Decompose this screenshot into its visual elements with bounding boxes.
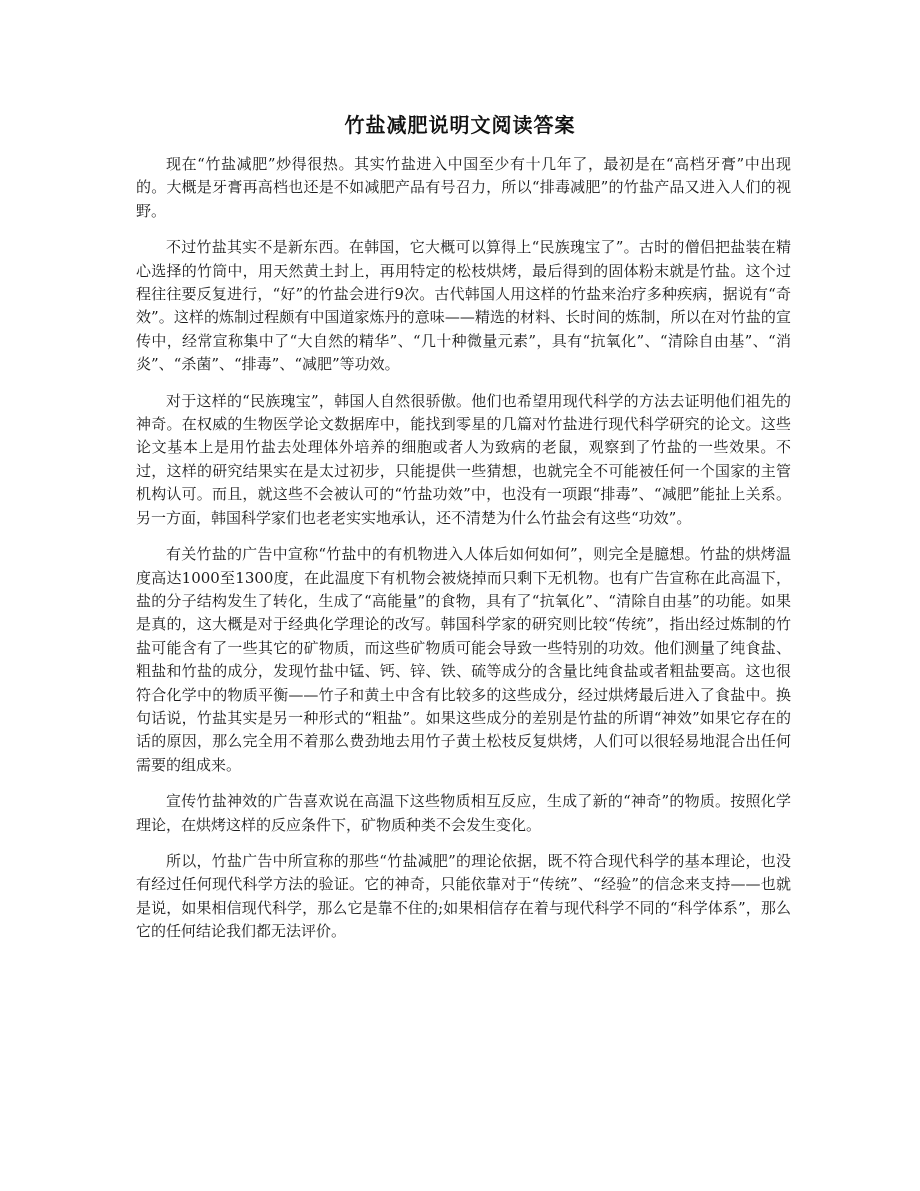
paragraph-6: 所以，竹盐广告中所宣称的那些“竹盐减肥”的理论依据，既不符合现代科学的基本理论，也没有经过任何现代科学方法的验证。它的神奇，只能依靠对于“传统”、“经验”的信念来支持——也就是说，如果相信现代科学，那么它是靠不住的;如果相信存在着与现代科学不同的“科学体系”，那么它的任何结论我们都无法评价。 <box>136 851 791 941</box>
document-title: 竹盐减肥说明文阅读答案 <box>344 113 576 137</box>
paragraph-5: 宣传竹盐神效的广告喜欢说在高温下这些物质相互反应，生成了新的“神奇”的物质。按照化学理论，在烘烤这样的反应条件下，矿物质种类不会发生变化。 <box>136 792 791 834</box>
document-body <box>136 153 791 957</box>
paragraph-3: 对于这样的“民族瑰宝”，韩国人自然很骄傲。他们也希望用现代科学的方法去证明他们祖先的神奇。在权威的生物医学论文数据库中，能找到零星的几篇对竹盐进行现代科学研究的论文。这些论文基本上是用竹盐去处理体外培养的细胞或者人为致病的老鼠，观察到了竹盐的一些效果。不过，这样的研究结果实在是太过初步，只能提供一些猜想，也就完全不可能被任何一个国家的主管机构认可。而且，就这些不会被认可的“竹盐功效”中，也没有一项跟“排毒”、“减肥”能扯上关系。另一方面，韩国科学家们也老老实实地承认，还不清楚为什么竹盐会有这些“功效”。 <box>136 391 791 527</box>
paragraph-4: 有关竹盐的广告中宣称“竹盐中的有机物进入人体后如何如何”，则完全是臆想。竹盐的烘烤温度高达1000至1300度，在此温度下有机物会被烧掉而只剩下无机物。也有广告宣称在此高温下，盐的分子结构发生了转化，生成了“高能量”的食物，具有了“抗氧化”、“清除自由基”的功能。如果是真的，这大概是对于经典化学理论的改写。韩国科学家的研究则比较“传统”，指出经过炼制的竹盐可能含有了一些其它的矿物质，而这些矿物质可能会导致一些特别的功效。他们测量了纯食盐、粗盐和竹盐的成分，发现竹盐中锰、钙、锌、铁、硫等成分的含量比纯食盐或者粗盐要高。这也很符合化学中的物质平衡——竹子和黄土中含有比较多的这些成分，经过烘烤最后进入了食盐中。换句话说，竹盐其实是另一种形式的“粗盐”。如果这些成分的差别是竹盐的所谓“神效”如果它存在的话的原因，那么完全用不着那么费劲地去用竹子黄土松枝反复烘烤，人们可以很轻易地混合出任何需要的组成来。 <box>136 545 791 774</box>
paragraph-1: 现在“竹盐减肥”炒得很热。其实竹盐进入中国至少有十几年了，最初是在“高档牙膏”中出现的。大概是牙膏再高档也还是不如减肥产品有号召力，所以“排毒减肥”的竹盐产品又进入人们的视野。 <box>136 155 791 220</box>
paragraph-2: 不过竹盐其实不是新东西。在韩国，它大概可以算得上“民族瑰宝了”。古时的僧侣把盐装在精心选择的竹筒中，用天然黄土封上，再用特定的松枝烘烤，最后得到的固体粉末就是竹盐。这个过程往往要反复进行，“好”的竹盐会进行9次。古代韩国人用这样的竹盐来治疗多种疾病，据说有“奇效”。这样的炼制过程颇有中国道家炼丹的意味——精选的材料、长时间的炼制，所以在对竹盐的宣传中，经常宣称集中了“大自然的精华”、“几十种微量元素”，具有“抗氧化”、“清除自由基”、“消炎”、“杀菌”、“排毒”、“减肥”等功效。 <box>136 238 791 374</box>
